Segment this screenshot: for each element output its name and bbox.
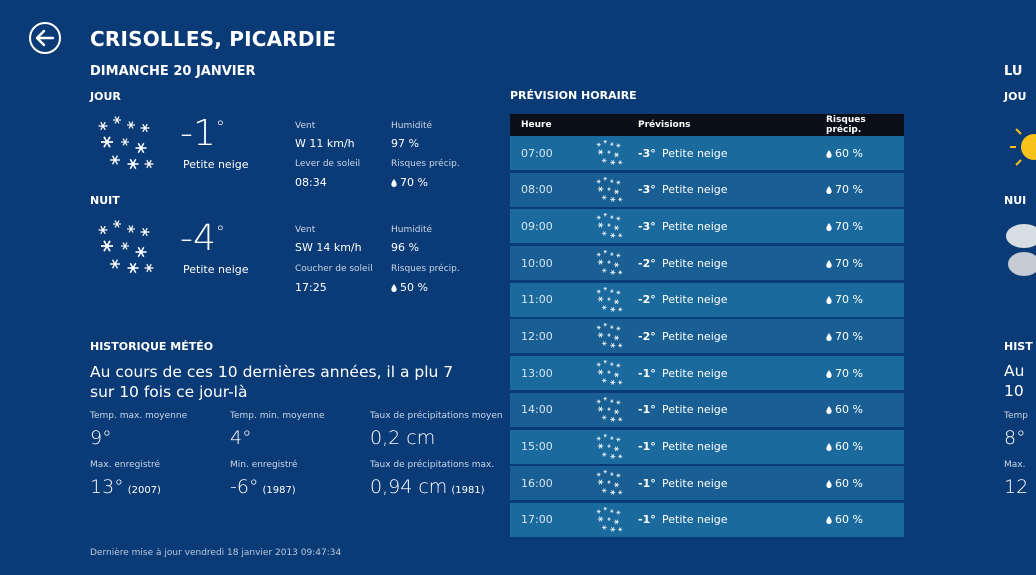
day-wind-label: Vent (295, 121, 316, 131)
snow-icon (580, 505, 638, 535)
col-hour: Heure (521, 120, 552, 130)
row-risk (826, 147, 904, 160)
row-temp: -1° (638, 403, 656, 417)
record-precip-year: (1981) (451, 485, 485, 496)
row-risk-value: 60 % (835, 476, 863, 490)
avg-precip-value: 0,2 cm (370, 427, 436, 449)
row-temp: -2° (638, 256, 656, 270)
day-condition: Petite neige (183, 158, 249, 171)
record-precip-label: Taux de précipitations max. (370, 460, 495, 470)
table-row[interactable] (510, 209, 904, 243)
raindrop-icon (826, 370, 832, 378)
row-temp: -1° (638, 476, 656, 490)
day-precip (391, 176, 428, 189)
record-max (90, 476, 161, 498)
raindrop-icon (826, 223, 832, 231)
history-headline: Au cours de ces 10 dernières années, il a plu 7 sur 10 fois ce jour-là (90, 363, 454, 401)
day-precip-value: 70 % (400, 176, 428, 189)
raindrop-icon (826, 406, 832, 414)
raindrop-icon (826, 480, 832, 488)
hourly-title: PRÉVISION HORAIRE (510, 89, 637, 102)
next-temp-value: 8° (1004, 427, 1026, 449)
night-temperature (180, 218, 225, 259)
row-condition: Petite neige (662, 329, 728, 343)
row-temp: -1° (638, 440, 656, 453)
row-hour: 13:00 (521, 366, 553, 380)
row-hour: 11:00 (521, 293, 553, 307)
next-day-date: LU (1004, 64, 1023, 79)
row-risk (826, 513, 904, 526)
sun-icon (1006, 122, 1036, 172)
snow-icon (93, 216, 157, 280)
row-risk-value: 60 % (835, 513, 863, 527)
row-hour: 17:00 (521, 513, 553, 527)
row-condition: Petite neige (662, 219, 728, 233)
row-risk (826, 293, 904, 306)
next-max-label: Max. (1004, 460, 1026, 470)
snow-icon (580, 432, 638, 462)
record-max-year: (2007) (127, 485, 161, 496)
row-condition: Petite neige (662, 366, 728, 380)
day-humidity-label: Humidité (391, 121, 433, 131)
sunset-label: Coucher de soleil (295, 264, 373, 274)
avg-precip-label: Taux de précipitations moyen (370, 411, 503, 421)
sunrise-label: Lever de soleil (295, 159, 361, 169)
next-max-value: 12 (1004, 476, 1029, 498)
day-precip-label: Risques précip. (391, 159, 460, 169)
row-temp: -3° (638, 146, 656, 160)
row-risk-value: 70 % (835, 366, 863, 380)
degree-symbol: ° (215, 117, 225, 138)
table-row[interactable] (510, 393, 904, 427)
row-condition: Petite neige (662, 440, 728, 453)
row-condition: Petite neige (662, 293, 728, 307)
night-temperature-value: -4 (180, 218, 216, 259)
snow-icon (580, 138, 638, 168)
row-risk-value: 60 % (835, 146, 863, 160)
snow-icon (580, 248, 638, 278)
night-wind-value: SW 14 km/h (295, 241, 362, 254)
day-wind-value: W 11 km/h (295, 137, 355, 150)
raindrop-icon (391, 179, 397, 187)
row-risk-value: 70 % (835, 293, 863, 307)
raindrop-icon (826, 186, 832, 194)
table-row[interactable] (510, 503, 904, 537)
snow-icon (580, 395, 638, 425)
row-condition: Petite neige (662, 256, 728, 270)
raindrop-icon (391, 284, 397, 292)
record-precip-value: 0,94 cm (370, 476, 448, 498)
snow-icon (580, 211, 638, 241)
row-risk (826, 367, 904, 380)
day-label: JOUR (90, 90, 121, 103)
row-risk-value: 60 % (835, 440, 863, 453)
row-condition: Petite neige (662, 183, 728, 197)
back-arrow-icon (36, 30, 54, 46)
row-risk-value: 70 % (835, 329, 863, 343)
sunrise-value: 08:34 (295, 176, 327, 189)
row-risk (826, 257, 904, 270)
row-risk (826, 440, 904, 453)
table-row[interactable] (510, 466, 904, 500)
row-temp: -3° (638, 183, 656, 197)
avg-max-value: 9° (90, 427, 112, 449)
night-precip (391, 281, 428, 294)
degree-symbol: ° (215, 222, 225, 243)
snow-icon (580, 321, 638, 351)
snow-icon (580, 175, 638, 205)
night-humidity-label: Humidité (391, 225, 433, 235)
next-history-line1: Au (1004, 362, 1025, 380)
row-hour: 08:00 (521, 183, 553, 197)
avg-min-value: 4° (230, 427, 252, 449)
row-risk-value: 70 % (835, 183, 863, 197)
next-temp-label: Temp (1004, 411, 1028, 421)
raindrop-icon (826, 333, 832, 341)
col-risk: Risques précip. (826, 115, 866, 135)
table-row[interactable] (510, 430, 904, 464)
next-night-label: NUI (1004, 194, 1027, 207)
cloud-icon (1004, 214, 1026, 278)
record-min (230, 476, 296, 498)
history-title: HISTORIQUE MÉTÉO (90, 340, 214, 353)
table-row[interactable] (510, 173, 904, 207)
col-forecast: Prévisions (638, 120, 691, 130)
snow-icon (580, 285, 638, 315)
record-min-label: Min. enregistré (230, 460, 298, 470)
night-precip-value: 50 % (400, 281, 428, 294)
row-hour: 07:00 (521, 146, 553, 160)
row-hour: 12:00 (521, 329, 553, 343)
table-row[interactable] (510, 356, 904, 390)
avg-max-label: Temp. max. moyenne (90, 411, 188, 421)
table-row[interactable] (510, 136, 904, 170)
hourly-rows (510, 136, 904, 537)
row-condition: Petite neige (662, 146, 728, 160)
row-condition: Petite neige (662, 403, 728, 417)
row-temp: -2° (638, 329, 656, 343)
row-hour: 10:00 (521, 256, 553, 270)
row-hour: 16:00 (521, 476, 553, 490)
row-risk-value: 70 % (835, 219, 863, 233)
night-humidity-value: 96 % (391, 241, 419, 254)
avg-min-label: Temp. min. moyenne (230, 411, 325, 421)
next-history-label: HIST (1004, 340, 1033, 353)
row-temp: -3° (638, 219, 656, 233)
row-risk-value: 60 % (835, 403, 863, 417)
forecast-date: DIMANCHE 20 JANVIER (90, 64, 256, 79)
row-condition: Petite neige (662, 476, 728, 490)
row-risk-value: 70 % (835, 256, 863, 270)
page-title: CRISOLLES, PICARDIE (90, 27, 337, 51)
sunset-value: 17:25 (295, 281, 327, 294)
snow-icon (580, 468, 638, 498)
row-hour: 09:00 (521, 219, 553, 233)
row-risk (826, 477, 904, 490)
row-temp: -1° (638, 366, 656, 380)
record-min-year: (1987) (262, 485, 296, 496)
last-updated: Dernière mise à jour vendredi 18 janvier 2013 09:47:34 (90, 548, 342, 558)
row-risk (826, 330, 904, 343)
raindrop-icon (826, 296, 832, 304)
back-button[interactable] (29, 22, 61, 54)
row-temp: -1° (638, 513, 656, 527)
row-hour: 14:00 (521, 403, 553, 417)
raindrop-icon (826, 150, 832, 158)
record-precip (370, 476, 485, 498)
record-max-label: Max. enregistré (90, 460, 161, 470)
record-min-value: -6° (230, 476, 259, 498)
record-max-value: 13° (90, 476, 124, 498)
row-hour: 15:00 (521, 440, 553, 453)
table-header (510, 114, 904, 136)
table-row[interactable] (510, 319, 904, 353)
raindrop-icon (826, 516, 832, 524)
day-humidity-value: 97 % (391, 137, 419, 150)
night-precip-label: Risques précip. (391, 264, 460, 274)
row-temp: -2° (638, 293, 656, 307)
raindrop-icon (826, 260, 832, 268)
day-temperature-value: -1 (180, 113, 216, 154)
raindrop-icon (826, 443, 832, 451)
day-temperature (180, 113, 225, 154)
row-condition: Petite neige (662, 513, 728, 527)
row-risk (826, 183, 904, 196)
next-history-line2: 10 (1004, 382, 1024, 400)
row-risk (826, 403, 904, 416)
snow-icon (93, 112, 157, 176)
night-condition: Petite neige (183, 263, 249, 276)
hourly-table[interactable] (510, 114, 904, 527)
night-wind-label: Vent (295, 225, 316, 235)
row-risk (826, 220, 904, 233)
snow-icon (580, 358, 638, 388)
table-row[interactable] (510, 283, 904, 317)
table-row[interactable] (510, 246, 904, 280)
next-day-label: JOU (1004, 90, 1027, 103)
night-label: NUIT (90, 194, 120, 207)
